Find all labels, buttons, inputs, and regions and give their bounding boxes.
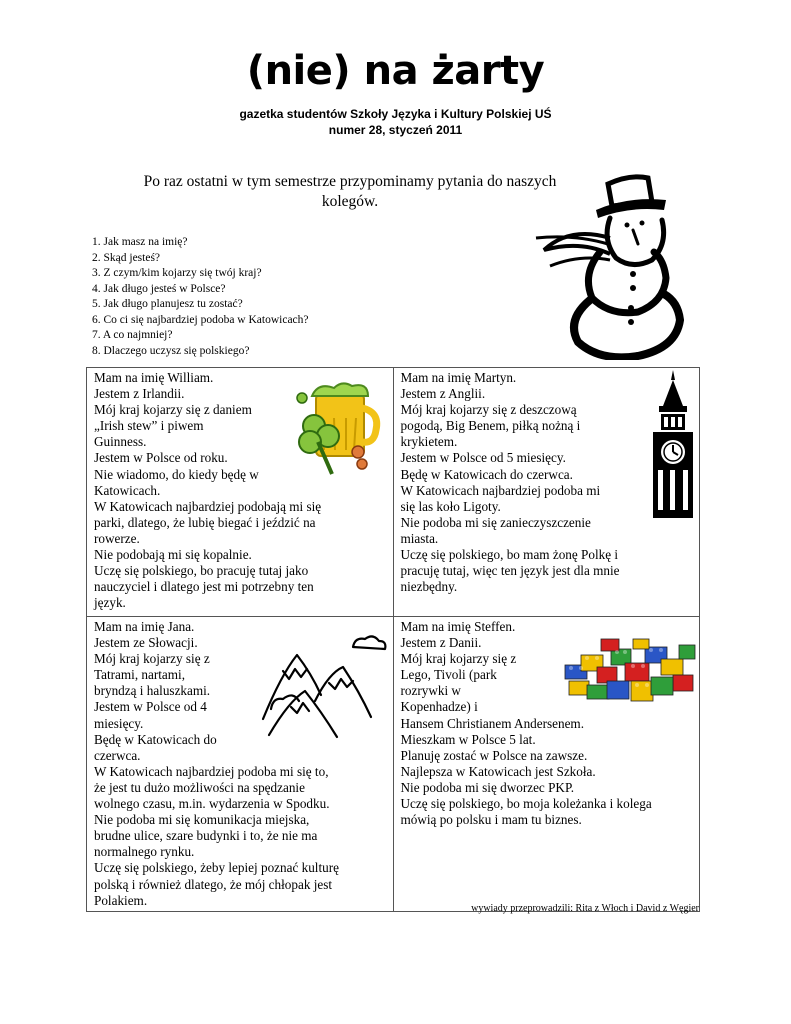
question-item: 4. Jak długo jesteś w Polsce? <box>92 282 226 295</box>
mountains-icon <box>259 635 389 745</box>
question-item: 7. A co najmniej? <box>92 329 173 341</box>
intro-text: Po raz ostatni w tym semestrze przypominamy pytania do naszych kolegów. <box>143 173 557 210</box>
big-ben-icon <box>645 370 701 518</box>
interview-credit: wywiady przeprowadzili: Rita z Włoch i David z Węgier <box>471 903 699 914</box>
interview-steffen: Mam na imię Steffen. Jestem z Danii. Mój kraj kojarzy się z Lego, Tivoli (park rozrywki w Kopenhadze) i Hansem Christianem Andersenem. Mieszkam w Polsce 5 lat. Planuję zostać w Polsce na zawsze. Najlepsza w Katowicach jest Szkoła. Nie podoba mi się dworzec PKP. Uczę się polskiego, bo moja koleżanka i kolega mówią po polsku i mam tu biznes. <box>393 617 700 912</box>
newsletter-title: (nie) na żarty <box>246 48 545 94</box>
interview-william: Mam na imię William. Jestem z Irlandii. Mój kraj kojarzy się z daniem „Irish stew” i piwem Guinness. Jestem w Polsce od roku. Nie wiadomo, do kiedy będę w Katowicach. W Katowicach najbardziej podobają mi się parki, dlatego, że lubię biegać i jeździć na rowerze. Nie podobają mi się kopalnie. Uczę się polskiego, bo pracuję tutaj jako nauczyciel i dlatego jest mi potrzebny ten język. <box>87 368 394 617</box>
question-list <box>92 235 309 359</box>
question-item: 6. Co ci się najbardziej podoba w Katowicach? <box>92 313 309 326</box>
interview-martyn: Mam na imię Martyn. Jestem z Anglii. Mój kraj kojarzy się z deszczową pogodą, Big Benem, piłką nożną i krykietem. Jestem w Polsce od 5 miesięcy. Będę w Katowicach do czerwca. W Katowicach najbardziej podoba mi się las koło Ligoty. Nie podoba mi się zanieczyszczenie miasta. Uczę się polskiego, bo mam żonę Polkę i pracuję tutaj, więc ten język jest dla mnie niezbędny. <box>393 368 700 617</box>
snowman-icon <box>530 170 700 360</box>
issue-number: numer 28, styczeń 2011 <box>328 123 463 137</box>
interview-jana: Mam na imię Jana. Jestem ze Słowacji. Mój kraj kojarzy się z Tatrami, nartami, bryndzą i haluszkami. Jestem w Polsce od 4 miesięcy. Będę w Katowicach do czerwca. W Katowicach najbardziej podoba mi się to, że jest tu dużo możliwości na spędzanie wolnego czasu, m.in. wydarzenia w Spodku. Nie podoba mi się komunikacja miejska, brudne ulice, szare budynki i to, że nie ma normalnego rynku. Uczę się polskiego, żeby lepiej poznać kulturę polską i również dlatego, że mój chłopak jest Polakiem. <box>87 617 394 912</box>
question-item: 5. Jak długo planujesz tu zostać? <box>92 298 243 310</box>
question-item: 1. Jak masz na imię? <box>92 236 188 248</box>
lego-bricks-icon <box>561 637 697 709</box>
interviews-table <box>86 367 700 912</box>
question-item: 2. Skąd jesteś? <box>92 251 161 264</box>
beer-shamrock-icon <box>292 378 382 478</box>
question-item: 8. Dlaczego uczysz się polskiego? <box>92 344 250 357</box>
question-item: 3. Z czym/kim kojarzy się twój kraj? <box>92 267 262 279</box>
newsletter-subtitle: gazetka studentów Szkoły Języka i Kultury Polskiej UŚ <box>239 107 552 121</box>
